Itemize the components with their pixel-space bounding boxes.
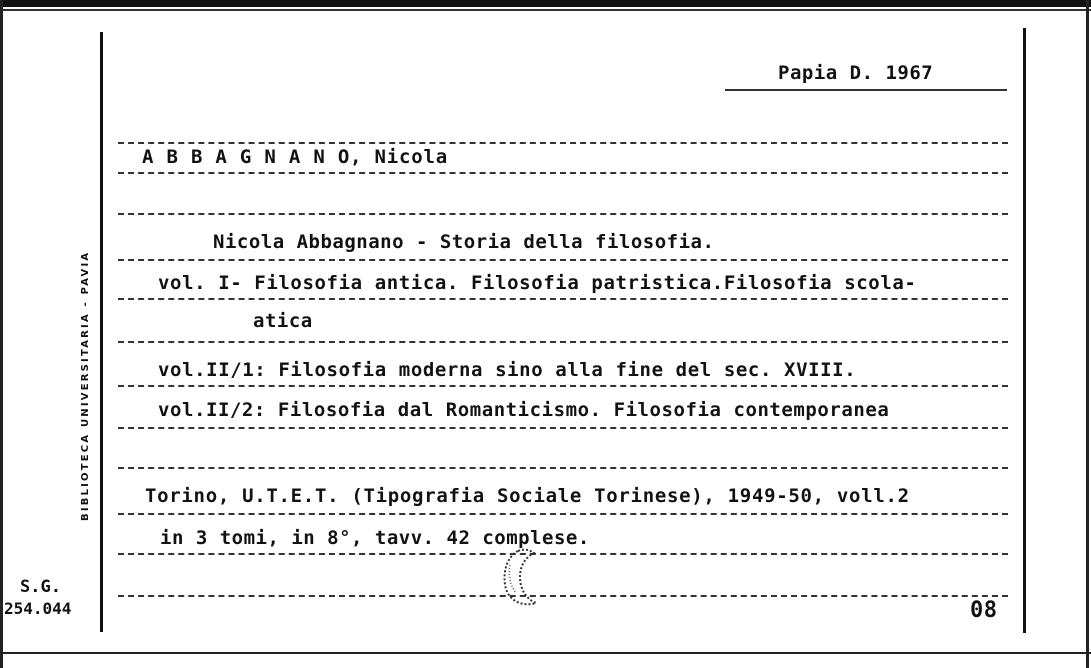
ruled-line xyxy=(118,427,1008,429)
card-top-edge xyxy=(0,0,1091,7)
work-title: Nicola Abbagnano - Storia della filosofia. xyxy=(213,231,715,253)
ruled-line xyxy=(118,213,1008,215)
volume-line-continuation: atica xyxy=(253,310,313,332)
ruled-line xyxy=(118,467,1008,469)
left-margin-rule xyxy=(100,32,103,632)
shelfmark-series: S.G. xyxy=(20,577,61,597)
ink-smudge xyxy=(496,545,556,609)
ruled-line xyxy=(118,553,1008,555)
imprint-line: Torino, U.T.E.T. (Tipografia Sociale Torinese), 1949-50, voll.2 xyxy=(145,485,910,507)
volume-line: vol. I- Filosofia antica. Filosofia patristica.Filosofia scola- xyxy=(158,272,917,294)
imprint-line-continuation: in 3 tomi, in 8°, tavv. 42 complese. xyxy=(160,527,590,549)
volume-line: vol.II/1: Filosofia moderna sino alla fine del sec. XVIII. xyxy=(158,359,857,381)
ruled-line xyxy=(118,513,1008,515)
source-line: Papia D. 1967 xyxy=(778,62,934,84)
card-top-edge-inner xyxy=(0,9,1091,11)
right-margin-rule xyxy=(1023,28,1026,633)
ruled-line xyxy=(118,142,1008,144)
ruled-line xyxy=(725,89,1007,91)
copy-mark: 08 xyxy=(970,598,998,623)
ruled-line xyxy=(118,259,1008,261)
card-left-edge xyxy=(0,0,3,668)
volume-line: vol.II/2: Filosofia dal Romanticismo. Filosofia contemporanea xyxy=(158,399,890,421)
ruled-line xyxy=(118,385,1008,387)
card-right-edge xyxy=(1086,0,1089,668)
card-bottom-edge xyxy=(0,652,1091,654)
ruled-line xyxy=(118,341,1008,343)
shelfmark-number: 254.044 xyxy=(4,599,72,618)
library-stamp: BIBLIOTECA UNIVERSITARIA - PAVIA xyxy=(80,250,91,521)
ruled-line xyxy=(118,172,1008,174)
ruled-line xyxy=(118,595,1008,597)
author-heading: A B B A G N A N O, Nicola xyxy=(142,146,448,168)
ruled-line xyxy=(118,298,1008,300)
